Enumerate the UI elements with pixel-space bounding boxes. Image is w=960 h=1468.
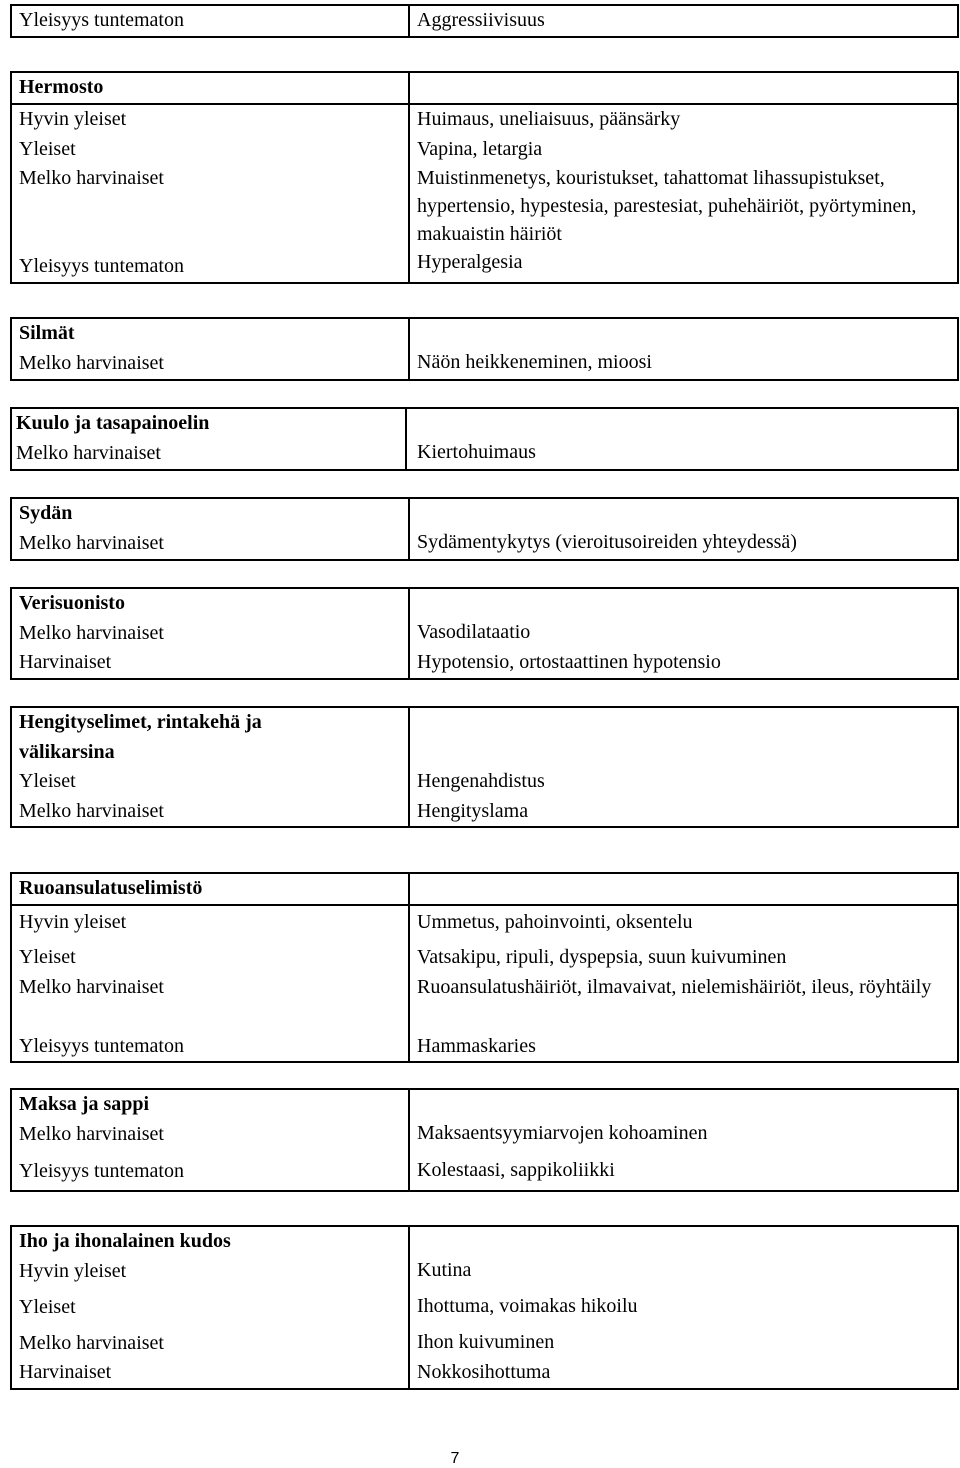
frequency-label: Hyvin yleiset (19, 108, 127, 130)
section-heading: Verisuonisto (19, 592, 125, 614)
adverse-effects-block-verisuonisto (10, 587, 959, 680)
adverse-effects-block-maksa (10, 1088, 959, 1192)
effect-text: Hammaskaries (417, 1034, 536, 1057)
section-heading: Hengityselimet, rintakehä ja välikarsina (19, 711, 262, 763)
effect-cell (406, 408, 958, 470)
effect-text: Huimaus, uneliaisuus, päänsärky (417, 108, 681, 130)
frequency-cell (11, 104, 409, 283)
section-heading: Maksa ja sappi (19, 1093, 150, 1115)
effect-cell (409, 5, 958, 37)
frequency-label: Melko harvinaiset (19, 1122, 164, 1145)
adverse-effects-block-kuulo (10, 407, 959, 471)
frequency-label: Yleiset (19, 137, 76, 160)
section-heading: Ruoansulatuselimistö (19, 877, 203, 899)
section-heading: Kuulo ja tasapainoelin (16, 412, 210, 434)
frequency-label: Hyvin yleiset (19, 1259, 127, 1282)
frequency-label: Melko harvinaiset (19, 621, 164, 644)
frequency-label: Yleisyys tuntematon (19, 1159, 184, 1182)
frequency-label: Melko harvinaiset (19, 799, 164, 822)
frequency-label: Harvinaiset (19, 1361, 112, 1383)
effect-text: Hypotensio, ortostaattinen hypotensio (417, 650, 721, 673)
section-heading-empty-cell (409, 873, 958, 905)
frequency-cell (11, 318, 409, 380)
adverse-effects-block-iho (10, 1225, 959, 1390)
frequency-label: Melko harvinaiset (19, 167, 164, 189)
effect-text: Sydämentykytys (vieroitusoireiden yhteydessä) (417, 531, 797, 553)
effect-text: Vatsakipu, ripuli, dyspepsia, suun kuivuminen (417, 946, 787, 968)
adverse-effects-block-ruoansulatus (10, 872, 959, 1063)
effect-text: Vasodilataatio (417, 621, 531, 643)
effect-cell (409, 498, 958, 560)
effect-cell (409, 905, 958, 1062)
frequency-cell (11, 498, 409, 560)
frequency-label: Yleiset (19, 1295, 76, 1318)
frequency-label: Melko harvinaiset (19, 1331, 164, 1354)
frequency-cell (11, 707, 409, 827)
effect-text: Ruoansulatushäiriöt, ilmavaivat, nielemishäiriöt, ileus, röyhtäily (417, 975, 932, 998)
frequency-label: Melko harvinaiset (19, 531, 164, 554)
effect-text: Maksaentsyymiarvojen kohoaminen (417, 1122, 708, 1144)
frequency-label: Melko harvinaiset (16, 441, 161, 464)
effect-text: Näön heikkeneminen, mioosi (417, 351, 652, 373)
frequency-label: Yleisyys tuntematon (19, 9, 184, 31)
adverse-effects-block-unknown (10, 4, 959, 38)
effect-text: Ihon kuivuminen (417, 1331, 555, 1353)
frequency-label: Yleisyys tuntematon (19, 1034, 184, 1057)
effect-text: Ihottuma, voimakas hikoilu (417, 1295, 638, 1317)
effect-text: Kolestaasi, sappikoliikki (417, 1159, 615, 1181)
effect-text: Vapina, letargia (417, 137, 543, 160)
effect-cell (409, 588, 958, 679)
section-heading: Iho ja ihonalainen kudos (19, 1230, 231, 1252)
effect-cell (409, 104, 958, 283)
frequency-cell (11, 5, 409, 37)
effect-cell (409, 318, 958, 380)
effect-text: Muistinmenetys, kouristukset, tahattomat lihassupistukset, hypertensio, hypestesia, parestesiat, puhehäiriöt, pyörtyminen, makuaistin häiriöt (417, 167, 917, 245)
frequency-label: Yleiset (19, 770, 76, 792)
frequency-cell (11, 408, 406, 470)
effect-text: Hengenahdistus (417, 770, 545, 792)
frequency-label: Harvinaiset (19, 651, 112, 673)
section-heading-cell (11, 873, 409, 905)
effect-cell (409, 1226, 958, 1389)
effect-text: Nokkosihottuma (417, 1360, 551, 1383)
section-heading: Hermosto (19, 76, 104, 98)
adverse-effects-block-hermosto (10, 71, 959, 284)
page-number: 7 (450, 1450, 460, 1467)
effect-text: Hyperalgesia (417, 251, 523, 273)
section-heading: Sydän (19, 502, 73, 524)
effect-text: Ummetus, pahoinvointi, oksentelu (417, 911, 693, 933)
frequency-label: Hyvin yleiset (19, 911, 127, 933)
frequency-cell (11, 1226, 409, 1389)
frequency-label: Yleisyys tuntematon (19, 255, 184, 277)
effect-cell (409, 1089, 958, 1191)
adverse-effects-block-sydan (10, 497, 959, 561)
effect-text: Kiertohuimaus (417, 441, 536, 463)
effect-text: Hengityslama (417, 799, 529, 822)
frequency-label: Melko harvinaiset (19, 975, 164, 998)
adverse-effects-block-hengityselimet (10, 706, 959, 828)
section-heading-empty-cell (409, 72, 958, 104)
frequency-label: Melko harvinaiset (19, 351, 164, 374)
frequency-cell (11, 905, 409, 1062)
effect-cell (409, 707, 958, 827)
frequency-cell (11, 1089, 409, 1191)
section-heading: Silmät (19, 322, 75, 344)
effect-text: Kutina (417, 1259, 472, 1281)
adverse-effects-block-silmat (10, 317, 959, 381)
frequency-cell (11, 588, 409, 679)
frequency-label: Yleiset (19, 946, 76, 968)
section-heading-cell (11, 72, 409, 104)
effect-text: Aggressiivisuus (417, 9, 545, 31)
